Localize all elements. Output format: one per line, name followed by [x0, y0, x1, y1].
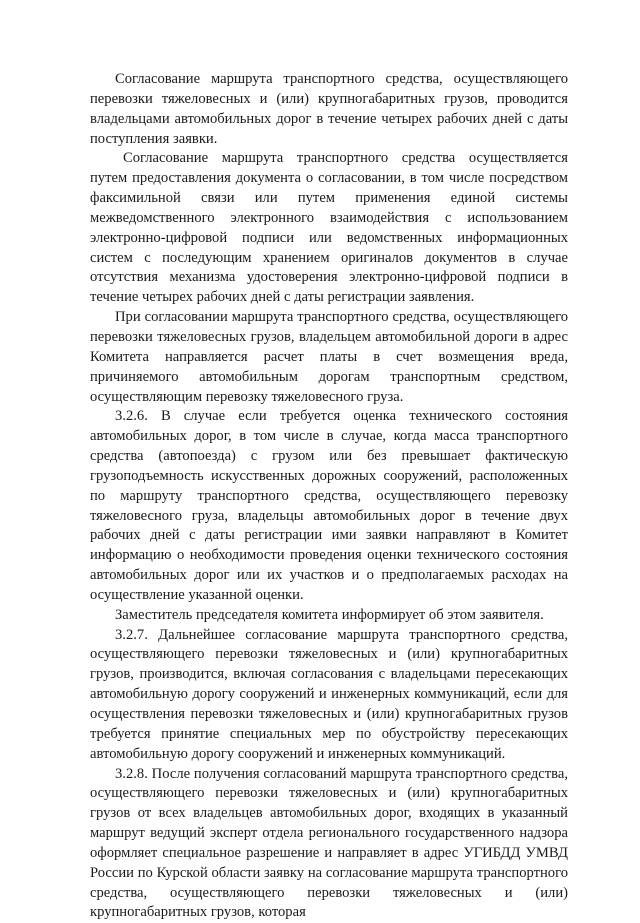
paragraph-approval-method: Согласование маршрута транспортного средства осуществляется путем предоставления документа о согласовании, в том числе посредством факсимильной связи или путем применения единой системы межведомственного электронного взаимодействия с использованием электронно-цифровой подписи или ведомственных информационных систем с последующим хранением оригиналов документов в случае отсутствия механизма удостоверения электронно-цифровой подписи в течение четырех рабочих дней с даты регистрации заявления. — [90, 150, 568, 306]
paragraph-3-2-7: 3.2.7. Дальнейшее согласование маршрута транспортного средства, осуществляющего перевозки тяжеловесных и (или) крупногабаритных грузов, производится, включая согласования с владельцами пересекающих автомобильную дорогу сооружений и инженерных коммуникаций, если для осуществления перевозки тяжеловесных и (или) крупногабаритных грузов требуется принятие специальных мер по обустройству пересекающих автомобильную дорогу сооружений и инженерных коммуникаций. — [90, 626, 568, 762]
paragraph-3-2-6: 3.2.6. В случае если требуется оценка технического состояния автомобильных дорог, в том числе в случае, когда масса транспортного средства (автопоезда) с грузом или без превышает фактическую грузоподъемность искусственных дорожных сооружений, расположенных по маршруту транспортного средства, осуществляющего перевозку тяжеловесного груза, владельцы автомобильных дорог в течение двух рабочих дней с даты регистрации ими заявки направляют в Комитет информацию о необходимости проведения оценки технического состояния автомобильных дорог или их участков и о предполагаемых расходах на осуществление указанной оценки. — [90, 408, 568, 603]
paragraph-deputy-informs: Заместитель председателя комитета информирует об этом заявителя. — [115, 606, 544, 623]
document-body — [90, 70, 568, 923]
paragraph-3-2-8: 3.2.8. После получения согласований маршрута транспортного средства, осуществляющего перевозки тяжеловесных и (или) крупногабаритных грузов от всех владельцев автомобильных дорог, входящих в указанный маршрут ведущий эксперт отдела регионального государственного надзора оформляет специальное разрешение и направляет в адрес УГИБДД УМВД России по Курской области заявку на согласование маршрута транспортного средства, осуществляющего перевозки тяжеловесных и (или) крупногабаритных грузов, которая — [90, 765, 568, 921]
paragraph-approval-term: Согласование маршрута транспортного средства, осуществляющего перевозки тяжеловесных и (или) крупногабаритных грузов, проводится владельцами автомобильных дорог в течение четырех рабочих дней с даты поступления заявки. — [90, 71, 568, 147]
paragraph-damage-fee: При согласовании маршрута транспортного средства, осуществляющего перевозки тяжеловесных грузов, владельцем автомобильной дороги в адрес Комитета направляется расчет платы в счет возмещения вреда, причиняемого автомобильным дорогам транспортным средством, осуществляющим перевозку тяжеловесного груза. — [90, 309, 568, 405]
